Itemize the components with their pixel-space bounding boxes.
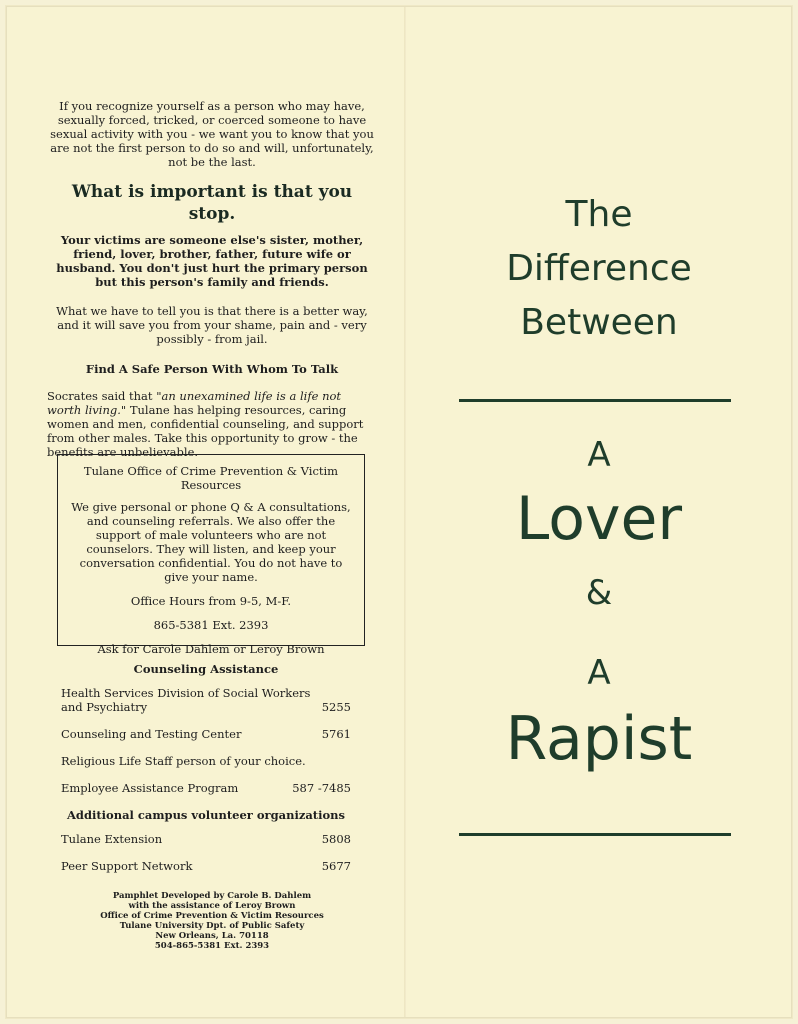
office-phone: 865-5381 Ext. 2393 [153,618,269,632]
important-line2: stop. [188,204,236,224]
safe-person-heading: Find A Safe Person With Whom To Talk [85,362,339,376]
counseling-number: 587 -7485 [292,781,351,795]
volunteer-number: 5677 [321,859,351,873]
cover-ampersand: & [585,573,613,613]
credit-line: Office of Crime Prevention & Victim Resources [100,911,324,921]
counseling-number: 5255 [321,700,351,714]
counseling-row [61,686,351,714]
cover-article-a1: A [587,435,611,475]
top-divider [459,399,731,402]
cover-word-lover: Lover [515,484,683,554]
volunteer-row [61,859,351,873]
socrates-quote: "an unexamined life is a life not worth living." [47,389,342,417]
credit-line: Pamphlet Developed by Carole B. Dahlem [112,891,312,901]
counseling-row [61,781,351,795]
cover-title-difference: Difference [506,248,692,289]
cover-title-between: Between [520,302,678,343]
credits-block [97,891,327,951]
counseling-name: Counseling and Testing Center [61,727,242,741]
volunteer-number: 5808 [321,832,351,846]
counseling-title: Counseling Assistance [133,662,279,676]
cover-article-a2: A [587,653,611,693]
important-line1: What is important is that you [71,182,353,202]
socrates-prefix: Socrates said that [47,389,157,403]
counseling-name: Health Services Division of Social Workers and Psychiatry [61,686,311,714]
office-contact: Ask for Carole Dahlem or Leroy Brown [97,642,325,656]
credit-line: New Orleans, La. 70118 [155,931,269,941]
cover-panel [407,7,791,1017]
better-way-paragraph: What we have to tell you is that there is a better way, and it will save you from your shame, pain and - very possibly - from jail. [56,304,368,346]
cover-title-the: The [565,194,633,235]
counseling-name: Religious Life Staff person of your choice. [61,754,306,768]
volunteer-name: Tulane Extension [61,832,163,846]
counseling-name: Employee Assistance Program [61,781,239,795]
socrates-suffix: Tulane has helping resources, caring women and men, confidential counseling, and support from other males. Take this opportunity to grow - the benefits are unbelievable. [47,403,364,459]
volunteer-name: Peer Support Network [61,859,193,873]
office-description: We give personal or phone Q & A consultations, and counseling referrals. We also offer the support of male volunteers who are not counselors. They will listen, and keep your conversation confidential. You do not have to give your name. [71,500,351,584]
left-panel [47,99,377,459]
socrates-paragraph [47,389,377,459]
pamphlet-sheet [6,6,792,1018]
office-info-box [57,454,365,656]
office-hours: Office Hours from 9-5, M-F. [130,594,292,608]
victims-paragraph: Your victims are someone else's sister, mother, friend, lover, brother, father, future wife or husband. You don't just hurt the primary person but this person's family and friends. [56,233,368,289]
office-title: Tulane Office of Crime Prevention & Victim Resources [83,464,339,492]
counseling-section [61,662,351,886]
counseling-number: 5761 [321,727,351,741]
bottom-divider [459,833,731,836]
counseling-row [61,727,351,741]
volunteer-title: Additional campus volunteer organizations [67,808,345,822]
fold-line [404,7,406,1017]
credit-line: with the assistance of Leroy Brown [128,901,296,911]
credit-line: Tulane University Dpt. of Public Safety [119,921,305,931]
important-heading [47,181,377,225]
volunteer-row [61,832,351,846]
cover-word-rapist: Rapist [505,704,693,774]
intro-paragraph: If you recognize yourself as a person who may have, sexually forced, tricked, or coerced someone to have sexual activity with you - we want you to know that you are not the first person to do so and will, unfortunately, not be the last. [50,99,374,169]
credit-line: 504-865-5381 Ext. 2393 [154,941,270,951]
counseling-row [61,754,351,768]
